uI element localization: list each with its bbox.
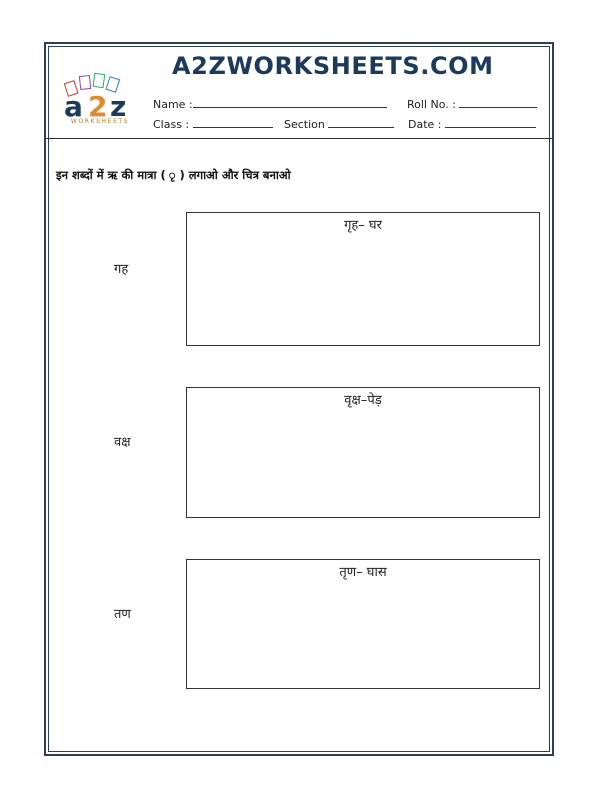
roll-number-label: Roll No. : bbox=[407, 98, 456, 111]
svg-text:a: a bbox=[64, 90, 83, 123]
header-divider bbox=[46, 138, 552, 139]
date-line[interactable] bbox=[445, 117, 536, 128]
logo-subtext: WORKSHEETS bbox=[70, 118, 130, 125]
answer-label-1: गृह– घर bbox=[344, 218, 382, 233]
roll-number-line[interactable] bbox=[459, 97, 537, 108]
date-field[interactable] bbox=[408, 117, 536, 131]
svg-text:2: 2 bbox=[88, 90, 108, 123]
name-field[interactable] bbox=[153, 97, 387, 111]
class-line[interactable] bbox=[193, 117, 273, 128]
word-3: तण bbox=[114, 607, 131, 622]
name-label: Name : bbox=[153, 98, 193, 111]
site-title: A2ZWORKSHEETS.COM bbox=[172, 52, 494, 80]
date-label: Date : bbox=[408, 118, 442, 131]
instruction-text: इन शब्दों में ऋ की मात्रा ( ृ ) लगाओ और चित्र बनाओ bbox=[56, 168, 291, 182]
class-label: Class : bbox=[153, 118, 190, 131]
section-line[interactable] bbox=[328, 117, 394, 128]
class-field[interactable] bbox=[153, 117, 273, 131]
roll-number-field[interactable] bbox=[407, 97, 537, 111]
name-line[interactable] bbox=[193, 97, 387, 108]
answer-label-2: वृक्ष–पेड़ bbox=[344, 393, 382, 408]
word-1: गह bbox=[114, 262, 129, 277]
drawing-box-2[interactable] bbox=[186, 387, 540, 518]
answer-label-3: तृण– घास bbox=[339, 565, 387, 580]
drawing-box-1[interactable] bbox=[186, 212, 540, 346]
section-label: Section bbox=[284, 118, 325, 131]
svg-text:z: z bbox=[110, 90, 127, 123]
drawing-box-3[interactable] bbox=[186, 559, 540, 689]
word-2: वक्ष bbox=[114, 435, 131, 450]
section-field[interactable] bbox=[284, 117, 394, 131]
